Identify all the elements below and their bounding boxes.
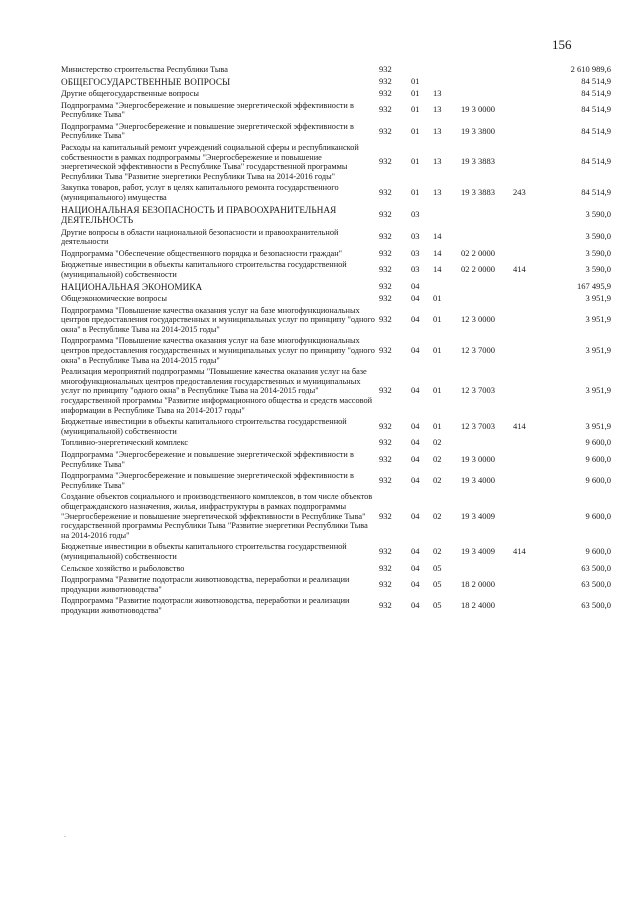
row-ved-code: 932 [379,281,392,292]
row-name: Подпрограмма "Энергосбережение и повышение энергетической эффективности в Республике Тыва" [61,121,354,141]
row-name: НАЦИОНАЛЬНАЯ ЭКОНОМИКА [61,281,203,292]
row-subsection-code: 14 [433,247,442,258]
table-row [61,121,611,142]
row-expense-type-code [513,88,549,100]
row-target-code: 12 3 7000 [461,345,495,356]
row-ved-code: 932 [379,293,392,304]
row-target-code: 02 2 0000 [461,264,495,275]
row-section-code: 01 [411,125,420,136]
row-section-code: 04 [411,437,420,448]
table-row [61,64,611,76]
row-section-code: 04 [411,421,420,432]
row-expense-type-code [513,491,549,541]
row-section-code: 04 [411,281,420,292]
table-row [61,595,611,616]
row-subsection-code: 02 [433,510,442,521]
row-name: Подпрограмма "Энергосбережение и повышение энергетической эффективности в Республике Тыва" [61,450,354,469]
row-section-code: 03 [411,247,420,258]
row-ved-code: 932 [379,264,392,275]
row-ved-code: 932 [379,453,392,464]
table-row [61,449,611,470]
row-ved-code: 932 [379,600,392,611]
budget-table [61,64,611,617]
row-expense-type-code [513,76,549,89]
row-target-code: 19 3 4009 [461,546,495,557]
row-target-code [461,437,513,449]
row-expense-type-code [513,142,549,182]
row-name: Бюджетные инвестиции в объекты капитального строительства государственной (муниципальной) собственности [61,260,347,279]
row-subsection-code: 13 [433,125,442,136]
row-expense-type-code [513,574,549,595]
row-amount: 167 495,9 [577,281,611,292]
row-ved-code: 932 [379,345,392,356]
row-subsection-code: 13 [433,187,442,198]
row-expense-type-code [513,204,549,227]
scan-dot: . [64,830,66,839]
row-section-code: 03 [411,209,420,220]
row-expense-type-code: 414 [513,546,526,557]
table-row [61,491,611,541]
row-amount: 9 600,0 [585,474,611,485]
row-section-code: 04 [411,600,420,611]
row-name: Создание объектов социального и производственного комплексов, в том числе объектов общегражданского назначения, жилья, инфраструктуры в рамках подпрограммы "Энергосбережение и повышение энергетической эффективности в Республике Тыва" государственной программы Республики Тыва "Развитие энергетики Республики Тыва на 2014-2016 годы" [61,492,373,540]
row-section-code: 04 [411,474,420,485]
table-row [61,366,611,416]
row-name: НАЦИОНАЛЬНАЯ БЕЗОПАСНОСТЬ И ПРАВООХРАНИТЕЛЬНАЯ ДЕЯТЕЛЬНОСТЬ [61,204,337,226]
table-row [61,100,611,121]
row-amount: 9 600,0 [585,510,611,521]
row-section-code: 01 [411,156,420,167]
row-target-code: 18 2 0000 [461,578,495,589]
row-expense-type-code [513,227,549,248]
row-section-code: 03 [411,231,420,242]
row-amount: 9 600,0 [585,546,611,557]
row-name: Подпрограмма "Повышение качества оказания услуг на базе многофункциональных центров предоставления государственных и муниципальных услуг по принципу "одного окна" в Республике Тыва на 2014-2015 годы" [61,336,375,365]
row-expense-type-code [513,595,549,616]
row-section-code: 04 [411,345,420,356]
row-expense-type-code [513,121,549,142]
row-amount: 84 514,9 [581,76,611,87]
row-name: Сельское хозяйство и рыболовство [61,563,185,573]
row-section-code: 04 [411,510,420,521]
row-subsection-code: 01 [433,293,442,304]
row-name: Подпрограмма "Обеспечение общественного порядка и безопасности граждан" [61,248,343,258]
row-amount: 3 590,0 [585,231,611,242]
row-name: Другие вопросы в области национальной безопасности и правоохранительной деятельности [61,227,339,247]
row-target-code [461,64,513,76]
row-name: ОБЩЕГОСУДАРСТВЕННЫЕ ВОПРОСЫ [61,76,231,87]
row-name: Другие общегосударственные вопросы [61,89,199,99]
row-target-code [461,293,513,305]
table-row [61,248,611,260]
row-ved-code: 932 [379,314,392,325]
row-name: Бюджетные инвестиции в объекты капитального строительства государственной (муниципальной) собственности [61,542,347,561]
row-expense-type-code [513,437,549,449]
row-section-code: 04 [411,293,420,304]
row-target-code [461,204,513,227]
row-expense-type-code [513,64,549,76]
row-expense-type-code [513,470,549,491]
row-target-code: 12 3 7003 [461,421,495,432]
row-ved-code: 932 [379,546,392,557]
row-subsection-code [433,281,461,294]
row-ved-code: 932 [379,421,392,432]
row-subsection-code: 01 [433,314,442,325]
row-amount: 3 951,9 [585,314,611,325]
row-target-code [461,281,513,294]
row-expense-type-code [513,100,549,121]
row-ved-code: 932 [379,510,392,521]
row-name: Министерство строительства Республики Тыва [61,65,228,74]
row-subsection-code: 13 [433,104,442,115]
row-ved-code: 932 [379,231,392,242]
row-target-code: 19 3 3800 [461,125,495,136]
page-number: 156 [552,37,572,52]
row-section-code: 01 [411,104,420,115]
row-amount: 84 514,9 [581,104,611,115]
table-row [61,293,611,305]
row-amount: 3 590,0 [585,264,611,275]
table-row [61,335,611,366]
row-subsection-code: 02 [433,453,442,464]
row-name: Общеэкономические вопросы [61,294,167,304]
row-subsection-code: 05 [433,562,442,573]
row-subsection-code: 05 [433,600,442,611]
table-row [61,574,611,595]
row-expense-type-code [513,335,549,366]
table-row [61,88,611,100]
row-name: Подпрограмма "Повышение качества оказания услуг на базе многофункциональных центров предоставления государственных и муниципальных услуг по принципу "одного окна" в Республике Тыва на 2014-2015 годы" [61,305,375,334]
row-subsection-code: 02 [433,437,442,448]
row-name: Топливно-энергетический комплекс [61,438,189,448]
row-amount: 3 590,0 [585,209,611,220]
row-name: Реализация мероприятий подпрограммы "Повышение качества оказания услуг на базе многофункциональных центров предоставления государственных и муниципальных услуг по принципу "одного окна" в Республике Тыва на 2014-2015 годы" государственной программы "Развитие информационного общества и средств массовой информации в Республике Тыва на 2014-2017 годы" [61,367,373,415]
row-subsection-code: 02 [433,474,442,485]
row-section-code: 04 [411,453,420,464]
row-name: Закупка товаров, работ, услуг в целях капитального ремонта государственного (муниципального) имущества [61,183,339,203]
row-subsection-code: 13 [433,88,442,99]
row-subsection-code: 05 [433,578,442,589]
row-section-code: 01 [411,88,420,99]
table-row [61,470,611,491]
row-amount: 63 500,0 [581,578,611,589]
row-target-code: 18 2 4000 [461,600,495,611]
row-expense-type-code [513,366,549,416]
row-amount: 63 500,0 [581,562,611,573]
row-section-code: 04 [411,562,420,573]
row-amount: 9 600,0 [585,437,611,448]
row-expense-type-code [513,563,549,575]
row-amount: 2 610 989,6 [570,64,611,74]
row-name: Подпрограмма "Энергосбережение и повышение энергетической эффективности в Республике Тыва" [61,471,354,490]
row-amount: 84 514,9 [581,88,611,99]
row-target-code: 19 3 0000 [461,453,495,464]
row-amount: 9 600,0 [585,453,611,464]
row-name: Бюджетные инвестиции в объекты капитального строительства государственной (муниципальной) собственности [61,417,347,436]
row-ved-code: 932 [379,562,392,573]
row-ved-code: 932 [379,88,392,99]
row-amount: 63 500,0 [581,600,611,611]
row-name: Подпрограмма "Развитие подотрасли животноводства, переработки и реализации продукции животноводства" [61,596,350,615]
table-row [61,259,611,280]
table-row [61,142,611,182]
row-ved-code: 932 [379,125,392,136]
row-expense-type-code: 243 [513,187,526,198]
row-amount: 84 514,9 [581,156,611,167]
row-amount: 3 951,9 [585,421,611,432]
row-section-code: 01 [411,187,420,198]
row-expense-type-code: 414 [513,264,526,275]
row-expense-type-code [513,305,549,336]
table-row [61,437,611,449]
row-target-code: 19 3 0000 [461,104,495,115]
row-ved-code: 932 [379,156,392,167]
row-section-code: 01 [411,76,420,87]
table-row [61,305,611,336]
row-section-code: 04 [411,385,420,396]
row-subsection-code: 01 [433,421,442,432]
row-subsection-code: 14 [433,264,442,275]
table-row [61,541,611,562]
row-subsection-code: 01 [433,385,442,396]
row-subsection-code: 01 [433,345,442,356]
row-target-code: 02 2 0000 [461,247,495,258]
row-ved-code: 932 [379,474,392,485]
table-row [61,281,611,294]
row-section-code: 04 [411,314,420,325]
row-expense-type-code [513,449,549,470]
row-subsection-code [433,76,461,89]
row-ved-code: 932 [379,209,392,220]
row-section-code: 04 [411,546,420,557]
row-ved-code: 932 [379,64,392,74]
row-ved-code: 932 [379,76,392,87]
row-target-code: 19 3 4000 [461,474,495,485]
row-amount: 3 951,9 [585,293,611,304]
row-amount: 3 590,0 [585,247,611,258]
row-amount: 3 951,9 [585,345,611,356]
row-section-code [411,64,433,76]
row-ved-code: 932 [379,104,392,115]
row-ved-code: 932 [379,187,392,198]
row-name: Расходы на капитальный ремонт учреждений социальной сферы и республиканской собственности в рамках подпрограммы "Энергосбережение и повышение энергетической эффективности в Республике Тыва" государственной программы Республики Тыва "Развитие энергетики Республики Тыва на 2014-2016 годы" [61,143,359,181]
row-expense-type-code [513,281,549,294]
budget-table-body [61,64,611,617]
row-expense-type-code [513,248,549,260]
row-target-code: 19 3 3883 [461,187,495,198]
row-target-code [461,227,513,248]
row-target-code: 19 3 4009 [461,510,495,521]
row-subsection-code: 14 [433,231,442,242]
row-amount: 84 514,9 [581,125,611,136]
table-row [61,204,611,227]
row-target-code: 12 3 0000 [461,314,495,325]
table-row [61,563,611,575]
row-amount: 84 514,9 [581,187,611,198]
row-expense-type-code: 414 [513,421,526,432]
row-name: Подпрограмма "Развитие подотрасли животноводства, переработки и реализации продукции животноводства" [61,575,350,594]
row-ved-code: 932 [379,247,392,258]
row-subsection-code [433,64,461,76]
row-subsection-code: 13 [433,156,442,167]
row-target-code: 12 3 7003 [461,385,495,396]
row-subsection-code: 02 [433,546,442,557]
table-row [61,76,611,89]
row-ved-code: 932 [379,385,392,396]
row-target-code [461,76,513,89]
row-amount: 3 951,9 [585,385,611,396]
table-row [61,182,611,203]
row-section-code: 04 [411,578,420,589]
row-target-code [461,88,513,100]
table-row [61,227,611,248]
row-target-code [461,563,513,575]
row-ved-code: 932 [379,437,392,448]
row-name: Подпрограмма "Энергосбережение и повышение энергетической эффективности в Республике Тыва" [61,100,354,120]
row-expense-type-code [513,293,549,305]
row-section-code: 03 [411,264,420,275]
row-target-code: 19 3 3883 [461,156,495,167]
table-row [61,416,611,437]
row-subsection-code [433,204,461,227]
row-ved-code: 932 [379,578,392,589]
